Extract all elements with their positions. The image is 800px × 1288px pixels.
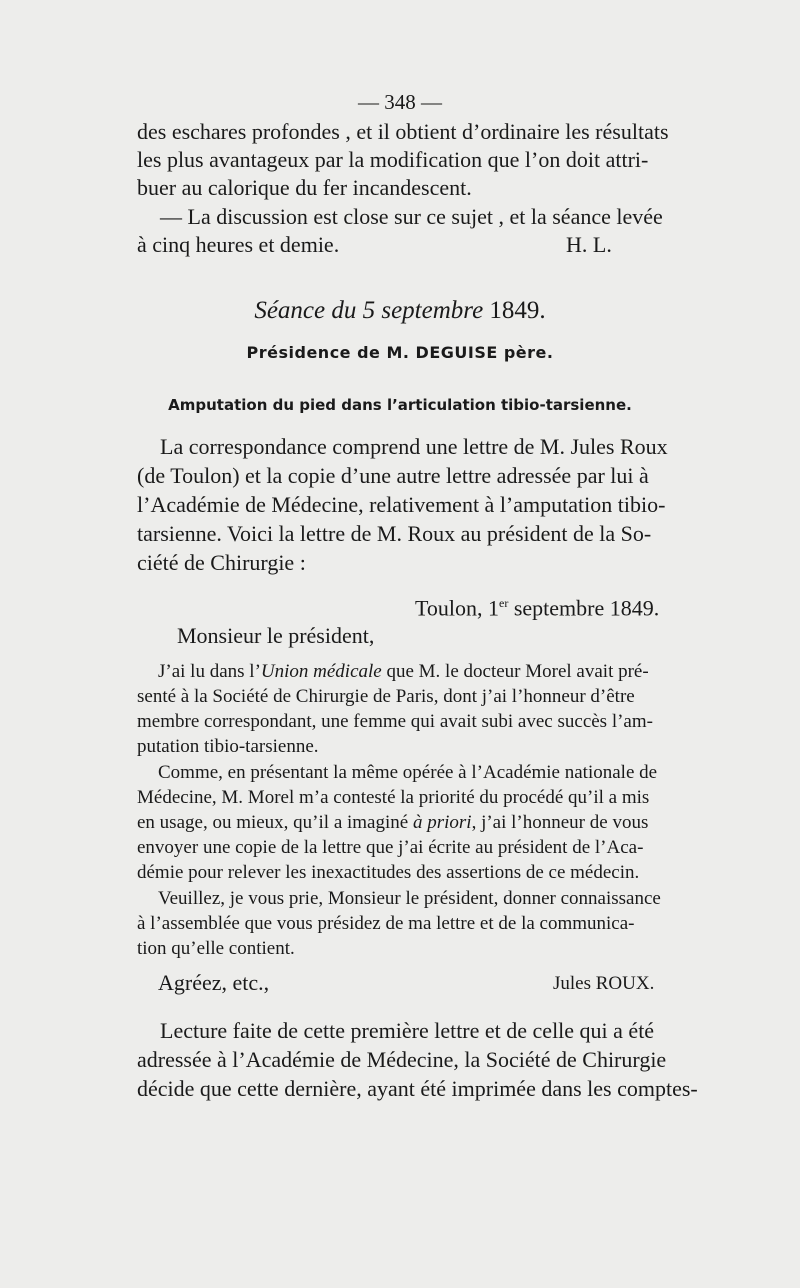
- letter-dateline: [415, 590, 659, 621]
- text-line: La correspondance comprend une lettre de M. Jules Roux: [160, 434, 668, 459]
- text-line: les plus avantageux par la modification que l’on doit attri-: [137, 147, 649, 172]
- letter-date: septembre 1849.: [513, 595, 660, 621]
- text-line: l’Académie de Médecine, relativement à l’amputation tibio-: [137, 492, 666, 517]
- text-line: (de Toulon) et la copie d’une autre lettre adressée par lui à: [137, 463, 649, 488]
- letter-place: Toulon, 1: [415, 595, 500, 621]
- session-heading-label: Séance du 5 septembre: [254, 297, 484, 324]
- text-line: tarsienne. Voici la lettre de M. Roux au président de la So-: [137, 521, 652, 546]
- page-number: — 348 —: [358, 90, 442, 114]
- journal-title: Union médicale: [260, 661, 382, 682]
- letter-salutation: Monsieur le président,: [177, 623, 375, 648]
- text-line: à cinq heures et demie.: [137, 232, 340, 257]
- text-line: senté à la Société de Chirurgie de Paris, dont j’ai l’honneur d’être: [137, 686, 635, 707]
- text-line: ciété de Chirurgie :: [137, 550, 306, 575]
- text-line: Lecture faite de cette première lettre et de celle qui a été: [160, 1018, 655, 1043]
- text-line: Veuillez, je vous prie, Monsieur le président, donner connaissance: [158, 888, 661, 909]
- text-line: adressée à l’Académie de Médecine, la Société de Chirurgie: [137, 1047, 667, 1072]
- text-span: J’ai lu dans l’: [158, 661, 261, 682]
- letter-signature: Jules ROUX.: [553, 973, 655, 994]
- topic-heading: Amputation du pied dans l’articulation tibio-tarsienne.: [168, 396, 632, 414]
- text-line: [137, 811, 648, 835]
- text-line: tion qu’elle contient.: [137, 938, 295, 959]
- author-initials: H. L.: [566, 232, 612, 257]
- text-span: en usage, ou mieux, qu’il a imaginé: [137, 812, 409, 833]
- text-line: buer au calorique du fer incandescent.: [137, 175, 472, 200]
- letter-closing: Agréez, etc.,: [158, 970, 270, 995]
- text-line: à l’assemblée que vous présidez de ma lettre et de la communica-: [137, 913, 635, 934]
- text-span: , j’ai l’honneur de vous: [471, 812, 649, 833]
- presidency-line: Présidence de M. DEGUISE père.: [246, 343, 554, 362]
- text-line: Comme, en présentant la même opérée à l’Académie nationale de: [158, 762, 658, 783]
- text-line: membre correspondant, une femme qui avait subi avec succès l’am-: [137, 711, 653, 732]
- text-line: envoyer une copie de la lettre que j’ai écrite au président de l’Aca-: [137, 837, 644, 858]
- text-line: des eschares profondes , et il obtient d’ordinaire les résultats: [137, 119, 669, 144]
- ordinal-suffix: er: [499, 596, 509, 610]
- session-heading: [0, 297, 800, 325]
- session-heading-year: 1849.: [489, 297, 546, 324]
- text-line: [158, 660, 649, 684]
- text-line: — La discussion est close sur ce sujet , et la séance levée: [160, 204, 663, 229]
- text-line: démie pour relever les inexactitudes des assertions de ce médecin.: [137, 862, 640, 883]
- latin-phrase: à priori: [412, 812, 472, 833]
- text-line: Médecine, M. Morel m’a contesté la priorité du procédé qu’il a mis: [137, 787, 650, 808]
- text-line: putation tibio-tarsienne.: [137, 736, 319, 757]
- text-line: décide que cette dernière, ayant été imprimée dans les comptes-: [137, 1076, 698, 1101]
- text-span: que M. le docteur Morel avait pré-: [386, 661, 649, 682]
